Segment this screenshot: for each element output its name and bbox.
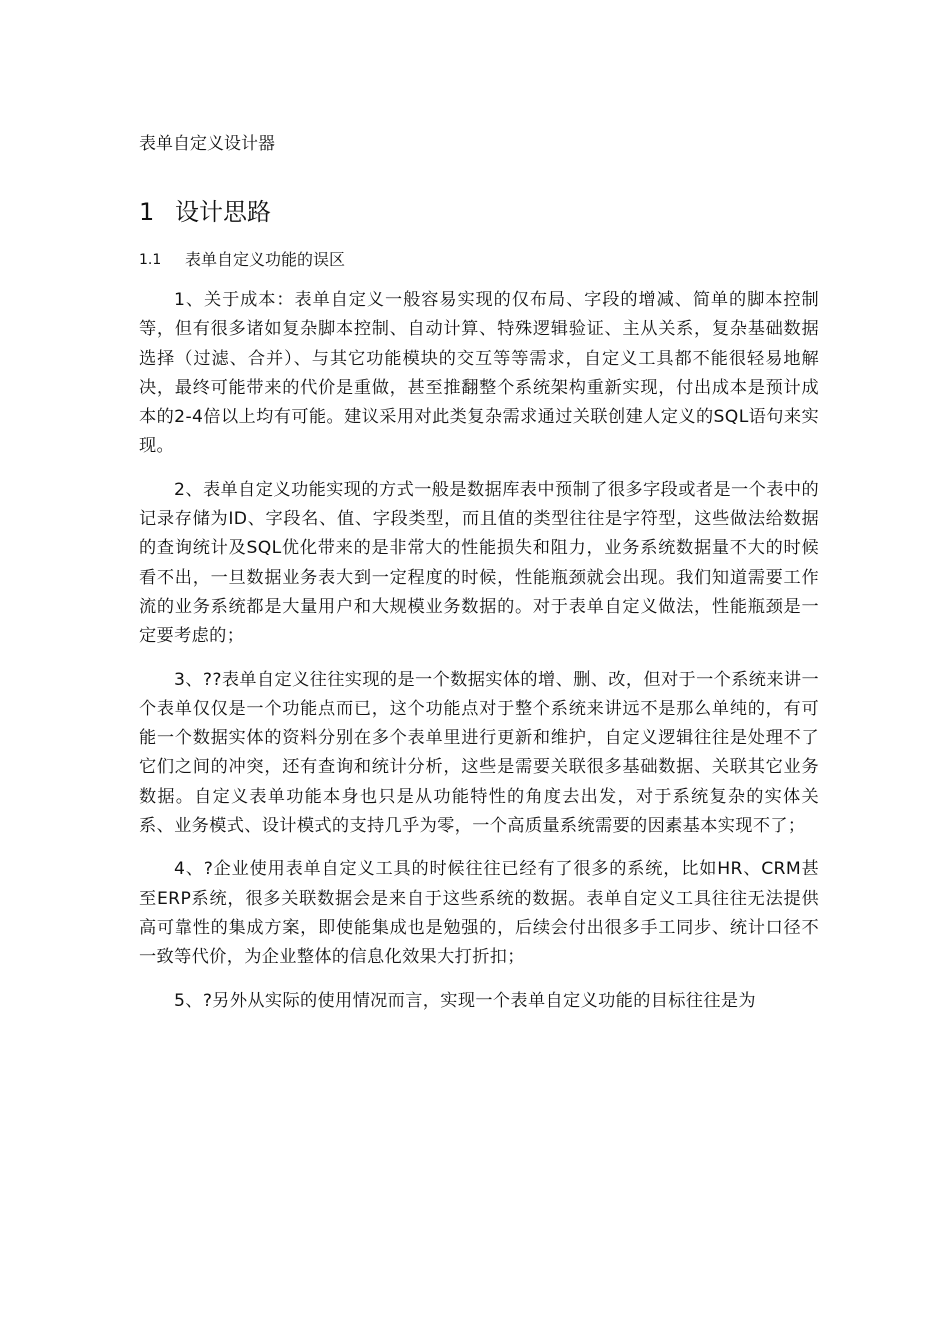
document-body [139,132,819,1016]
subsection-heading [139,248,819,272]
paragraph-system-complexity: 3、??表单自定义往往实现的是一个数据实体的增、删、改，但对于一个系统来讲一个表单仅仅是一个功能点而已，这个功能点对于整个系统来讲远不是那么单纯的，有可能一个数据实体的资料分别在多个表单里进行更新和维护，自定义逻辑往往是处理不了它们之间的冲突，还有查询和统计分析，这些是需要关联很多基础数据、关联其它业务数据。自定义表单功能本身也只是从功能特性的角度去出发，对于系统复杂的实体关系、业务模式、设计模式的支持几乎为零，一个高质量系统需要的因素基本实现不了； [139,669,819,837]
section-number: 1 [139,198,155,226]
subsection-number: 1.1 [139,252,162,268]
section-heading [139,196,819,228]
document-title: 表单自定义设计器 [139,134,275,154]
paragraph-integration: 4、?企业使用表单自定义工具的时候往往已经有了很多的系统，比如HR、CRM甚至ERP系统，很多关联数据会是来自于这些系统的数据。表单自定义工具往往无法提供高可靠性的集成方案，即使能集成也是勉强的，后续会付出很多手工同步、统计口径不一致等代价，为企业整体的信息化效果大打折扣； [139,859,819,968]
subsection-title: 表单自定义功能的误区 [185,250,346,269]
paragraph-cost: 1、关于成本：表单自定义一般容易实现的仅布局、字段的增减、简单的脚本控制等，但有很多诸如复杂脚本控制、自动计算、特殊逻辑验证、主从关系，复杂基础数据选择（过滤、合并）、与其它功能模块的交互等等需求，自定义工具都不能很轻易地解决，最终可能带来的代价是重做，甚至推翻整个系统架构重新实现，付出成本是预计成本的2-4倍以上均有可能。建议采用对此类复杂需求通过关联创建人定义的SQL语句来实现。 [139,290,819,457]
paragraph-performance: 2、表单自定义功能实现的方式一般是数据库表中预制了很多字段或者是一个表中的记录存储为ID、字段名、值、字段类型，而且值的类型往往是字符型，这些做法给数据的查询统计及SQL优化带来的是非常大的性能损失和阻力，业务系统数据量不大的时候看不出，一旦数据业务表大到一定程度的时候，性能瓶颈就会出现。我们知道需要工作流的业务系统都是大量用户和大规模业务数据的。对于表单自定义做法，性能瓶颈是一定要考虑的； [139,479,819,647]
section-title: 设计思路 [175,198,271,226]
paragraph-usage: 5、?另外从实际的使用情况而言，实现一个表单自定义功能的目标往往是为 [174,990,756,1011]
